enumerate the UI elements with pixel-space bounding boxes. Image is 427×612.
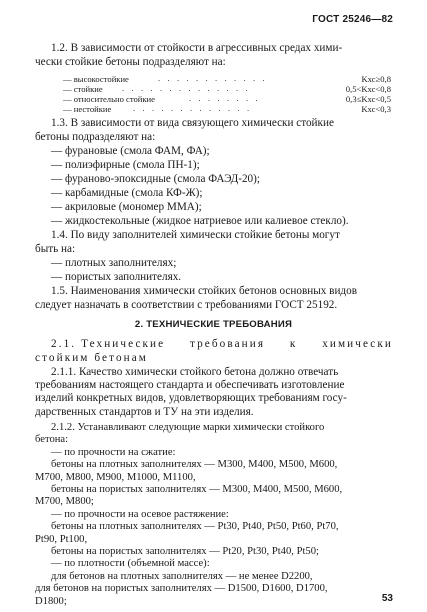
binder-item: — полиэфирные (смола ПН-1);: [51, 159, 200, 171]
p212-line: для бетонов на пористых заполнителях — D1500, D1600, D1700,: [35, 583, 328, 595]
p212-line: — по прочности на осевое растяжение:: [51, 508, 229, 520]
binder-item: — жидкостекольные (жидкое натриевое или калиевое стекло).: [51, 215, 349, 227]
heading-word: к: [289, 338, 298, 350]
p212-line: для бетонов на плотных заполнителях — не менее D2200,: [51, 570, 313, 582]
binder-item: — карбамидные (смола КФ-Ж);: [51, 187, 203, 199]
leader-dots: . . . . . . . . . . . . . .: [122, 83, 251, 93]
subsection-heading-line2: стойким бетонам: [35, 352, 148, 364]
p212-line: бетоны на пористых заполнителях — Pt20, Pt30, Pt40, Pt50;: [51, 546, 319, 557]
p212-line: бетоны на пористых заполнителях — М300, М400, М500, М600,: [51, 484, 343, 495]
p212-line: Pt90, Pt100,: [35, 533, 88, 545]
resistance-value: Kхс≥0,8: [361, 74, 391, 84]
p15-line2: следует назначать в соответствии с требованиями ГОСТ 25192.: [35, 299, 338, 311]
heading-word: 2.1. Технические: [51, 338, 166, 350]
p212-line: — по прочности на сжатие:: [51, 446, 176, 458]
p212-line: — по плотности (объемной массе):: [51, 558, 210, 570]
p212-line: бетоны на плотных заполнителях — Pt30, Pt40, Pt50, Pt60, Pt70,: [51, 521, 339, 533]
p212-line: 2.1.2. Устанавливают следующие марки химически стойкого: [51, 422, 325, 433]
resistance-value: 0,5<Kхс<0,8: [345, 84, 391, 94]
p212-line: бетона:: [35, 434, 69, 446]
binder-item: — фураново-эпоксидные (смола ФАЭД-20);: [51, 173, 260, 185]
standard-header: ГОСТ 25246—82: [312, 14, 393, 25]
p212-line: D1800;: [35, 595, 67, 607]
page-number: 53: [381, 593, 393, 604]
subsection-heading-line1: [51, 338, 393, 351]
leader-dots: . . . . . . . .: [189, 93, 261, 103]
p12-line2: чески стойкие бетоны подразделяют на:: [35, 56, 226, 68]
p13-line2: бетоны подразделяют на:: [35, 131, 156, 143]
p13-line1-text: 1.3. В зависимости от вида связующего химически стойкие: [51, 117, 334, 129]
aggregate-item: — плотных заполнителях;: [51, 257, 177, 269]
resistance-value: 0,3≤Kхс<0,5: [345, 94, 391, 104]
leader-dots: . . . . . . . . . . . . .: [133, 103, 252, 113]
resistance-label: — высокостойкие: [63, 74, 129, 84]
p212-line: бетоны на плотных заполнителях — М300, М400, М500, М600,: [51, 459, 338, 471]
section-title: 2. ТЕХНИЧЕСКИЕ ТРЕБОВАНИЯ: [134, 319, 293, 330]
p211-line: 2.1.1. Качество химически стойкого бетона должно отвечать: [51, 366, 339, 378]
resistance-label: — стойкие: [63, 84, 103, 94]
p211-line: требованиям настоящего стандарта и обеспечивать изготовление: [35, 379, 345, 392]
resistance-value: Kхс<0,3: [361, 104, 391, 114]
p212-line: М700, М800;: [35, 496, 94, 508]
p12-line1: 1.2. В зависимости от стойкости в агрессивных средах хими-: [51, 42, 343, 54]
p212-line: М700, М800, М900, М1000, М1100,: [35, 471, 196, 483]
leader-dots: . . . . . . . . . . . .: [158, 73, 268, 83]
p15-line1: 1.5. Наименования химически стойких бетонов основных видов: [51, 285, 357, 297]
aggregate-item: — пористых заполнителях.: [51, 271, 182, 283]
p14-line2: быть на:: [35, 243, 76, 255]
resistance-label: — относительно стойкие: [63, 94, 155, 104]
heading-word: химически: [322, 338, 393, 350]
p13-line1: [51, 117, 393, 130]
p211-line: дарственных стандартов и ТУ на эти изделия.: [35, 405, 254, 418]
p14-line1: 1.4. По виду заполнителей химически стойкие бетоны могут: [51, 229, 340, 241]
binder-item: — акриловые (мономер ММА);: [51, 201, 202, 213]
binder-item: — фурановые (смола ФАМ, ФА);: [51, 145, 210, 157]
heading-word: требования: [189, 338, 266, 350]
p211-line: изделий конкретных видов, удовлетворяющих требованиям госу-: [35, 392, 347, 405]
resistance-label: — нестойкие: [63, 104, 112, 114]
